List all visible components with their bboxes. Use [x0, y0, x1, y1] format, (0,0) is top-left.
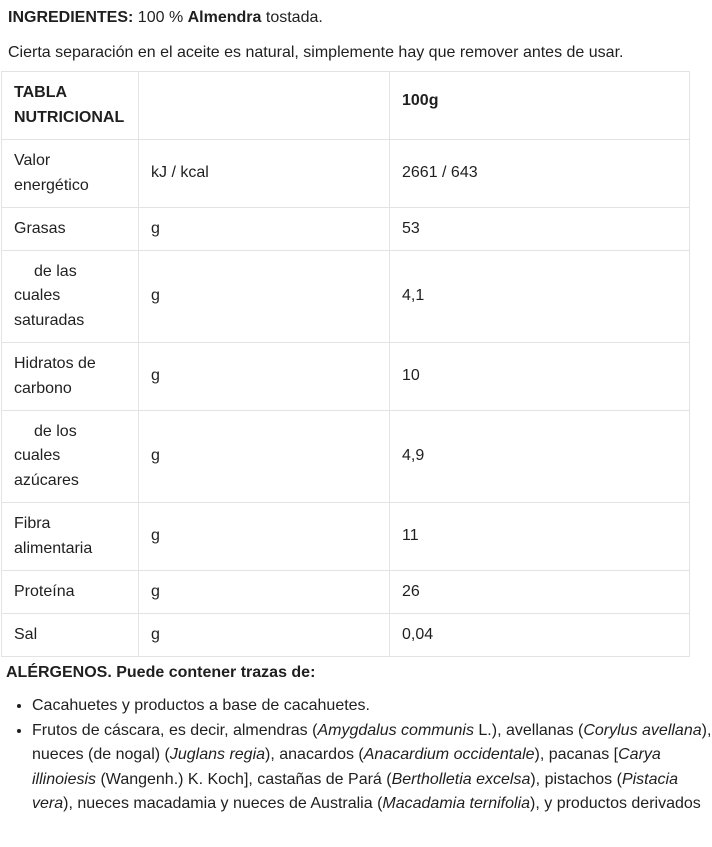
table-header-row	[2, 72, 690, 140]
nutrient-name: de las cuales saturadas	[2, 251, 139, 343]
latin-name: Bertholletia excelsa	[391, 770, 531, 788]
table-row	[2, 614, 690, 657]
allergen-text: Frutos de cáscara, es decir, almendras (	[32, 721, 318, 739]
nutrient-value: 10	[390, 343, 690, 411]
allergens-list	[8, 694, 712, 817]
latin-name: Anacardium occidentale	[363, 746, 535, 764]
table-row	[2, 208, 690, 251]
table-row	[2, 503, 690, 571]
header-cell-title: TABLA NUTRICIONAL	[2, 72, 139, 140]
table-row	[2, 343, 690, 411]
table-row	[2, 571, 690, 614]
nutrient-name: Fibra alimentaria	[2, 503, 139, 571]
nutrient-name: Grasas	[2, 208, 139, 251]
table-row	[2, 251, 690, 343]
nutrient-name: de los cuales azúcares	[2, 411, 139, 503]
allergens-title: ALÉRGENOS. Puede contener trazas de:	[6, 664, 316, 681]
nutrient-name: Hidratos de carbono	[2, 343, 139, 411]
header-cell-unit	[139, 72, 390, 140]
allergen-text: ), pistachos (	[530, 770, 622, 788]
nutrient-value: 11	[390, 503, 690, 571]
nutrient-value: 53	[390, 208, 690, 251]
allergen-text: ), y productos derivados	[530, 795, 701, 813]
latin-name: Juglans regia	[169, 746, 266, 764]
nutrient-value: 4,9	[390, 411, 690, 503]
allergen-text: ), anacardos (	[265, 746, 364, 764]
allergen-text: ), pacanas [	[534, 746, 619, 764]
nutrient-unit: g	[139, 571, 390, 614]
allergen-text: ), nueces macadamia y nueces de Australia (	[63, 795, 383, 813]
list-item: • Cacahuetes y productos a base de cacahuetes.	[32, 694, 712, 719]
nutrient-unit: g	[139, 503, 390, 571]
nutrient-unit: g	[139, 208, 390, 251]
header-cell-quantity: 100g	[390, 72, 690, 140]
ingredients-label: INGREDIENTES:	[8, 9, 134, 26]
nutrient-name: Sal	[2, 614, 139, 657]
ingredients-percent: 100 %	[137, 9, 184, 26]
list-item	[32, 719, 712, 817]
nutrient-unit: g	[139, 251, 390, 343]
nutrient-value: 4,1	[390, 251, 690, 343]
table-row	[2, 411, 690, 503]
ingredients-rest: tostada.	[265, 9, 323, 26]
nutrient-name: Proteína	[2, 571, 139, 614]
table-row	[2, 140, 690, 208]
nutrient-value: 26	[390, 571, 690, 614]
nutrient-unit: g	[139, 614, 390, 657]
allergen-text: ), nueces (de nogal) (	[32, 721, 712, 764]
nutrient-value: 0,04	[390, 614, 690, 657]
nutrient-value: 2661 / 643	[390, 140, 690, 208]
latin-name: Macadamia ternifolia	[382, 795, 531, 813]
latin-name: Carya illinoiesis	[32, 746, 661, 788]
allergen-text: L.), avellanas (	[473, 721, 584, 739]
nutrient-unit: g	[139, 343, 390, 411]
latin-name: Corylus avellana	[583, 721, 702, 739]
nutrient-unit: kJ / kcal	[139, 140, 390, 208]
latin-name: Amygdalus communis	[317, 721, 474, 739]
nutrient-name: Valor energético	[2, 140, 139, 208]
latin-name: Pistacia vera	[32, 770, 678, 813]
ingredients-name: Almendra	[187, 9, 262, 26]
usage-note: Cierta separación en el aceite es natural, simplemente hay que remover antes de usar.	[8, 44, 624, 61]
nutrient-unit: g	[139, 411, 390, 503]
nutrition-table	[1, 71, 690, 657]
allergen-text: (Wangenh.) K. Koch], castañas de Pará (	[96, 770, 392, 788]
ingredients-line	[8, 7, 323, 29]
